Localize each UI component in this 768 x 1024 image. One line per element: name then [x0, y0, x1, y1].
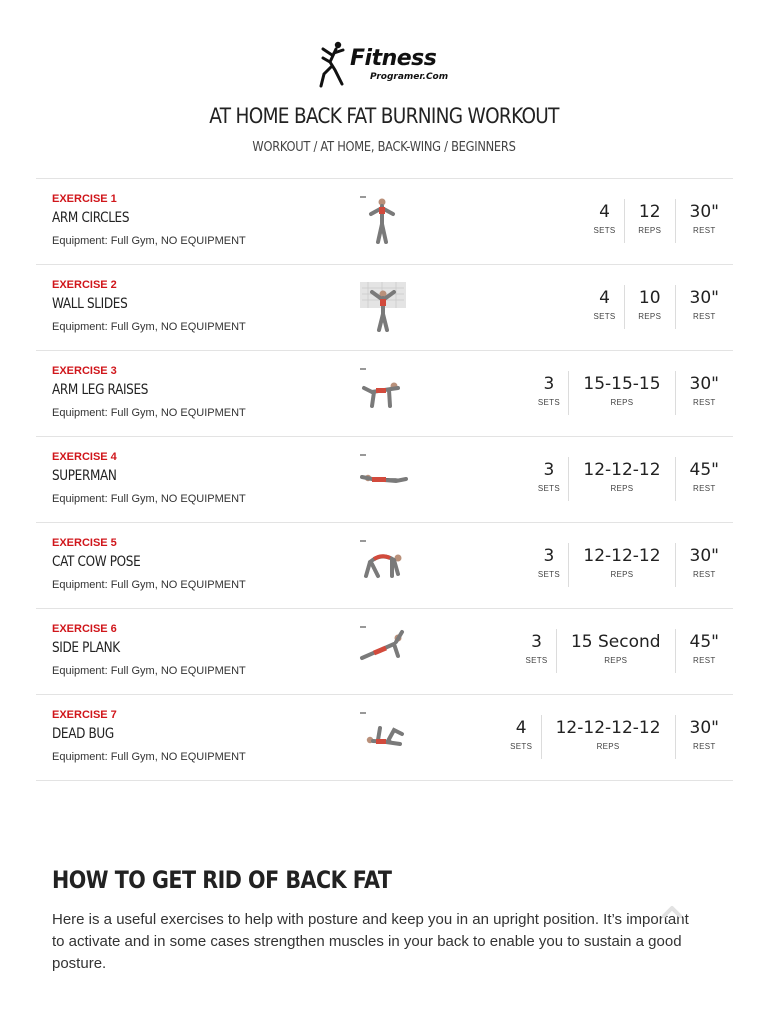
rest-stat — [675, 629, 733, 673]
exercise-stats — [585, 285, 733, 329]
rest-stat — [675, 715, 733, 759]
exercise-stats — [530, 457, 733, 501]
reps-value: 10 — [638, 288, 661, 308]
exercise-name[interactable]: SUPERMAN — [52, 468, 117, 484]
exercise-name[interactable]: DEAD BUG — [52, 726, 114, 742]
sets-label: SETS — [537, 398, 561, 407]
rest-value: 30" — [689, 288, 719, 308]
rest-label: REST — [693, 398, 716, 407]
reps-stat — [556, 629, 675, 673]
rest-value: 30" — [689, 718, 719, 738]
exercise-number: EXERCISE 4 — [52, 451, 117, 463]
rest-label: REST — [693, 570, 716, 579]
sets-label: SETS — [593, 226, 616, 235]
arm-leg-raises-icon[interactable] — [358, 366, 408, 420]
sets-stat — [530, 371, 569, 415]
reps-value: 12 — [638, 202, 661, 222]
reps-value: 15 Second — [570, 632, 661, 652]
exercise-name[interactable]: ARM CIRCLES — [52, 210, 130, 226]
rest-stat — [675, 457, 733, 501]
reps-value: 12-12-12 — [583, 546, 661, 566]
exercise-name[interactable]: WALL SLIDES — [52, 296, 128, 312]
exercise-stats — [585, 199, 733, 243]
exercise-number: EXERCISE 7 — [52, 709, 117, 721]
rest-value: 45" — [689, 632, 719, 652]
reps-stat — [541, 715, 675, 759]
rest-value: 30" — [689, 202, 719, 222]
sets-value: 3 — [543, 546, 555, 566]
rest-stat — [675, 285, 733, 329]
sets-stat — [530, 543, 569, 587]
wall-slides-icon[interactable] — [358, 280, 408, 334]
reps-label: REPS — [610, 398, 634, 407]
reps-label: REPS — [610, 570, 634, 579]
exercise-equipment: Equipment: Full Gym, NO EQUIPMENT — [52, 579, 246, 591]
exercise-list — [36, 178, 733, 781]
exercise-number: EXERCISE 5 — [52, 537, 117, 549]
rest-label: REST — [693, 656, 716, 665]
exercise-equipment: Equipment: Full Gym, NO EQUIPMENT — [52, 407, 246, 419]
reps-label: REPS — [610, 484, 634, 493]
sets-value: 4 — [599, 288, 610, 308]
arm-circles-icon[interactable] — [358, 194, 408, 248]
sets-label: SETS — [525, 656, 548, 665]
exercise-row[interactable] — [36, 437, 733, 523]
reps-value: 12-12-12-12 — [555, 718, 661, 738]
sets-stat — [517, 629, 556, 673]
reps-stat — [624, 285, 675, 329]
rest-label: REST — [693, 226, 716, 235]
reps-stat — [568, 457, 674, 501]
reps-label: REPS — [638, 226, 662, 235]
exercise-number: EXERCISE 2 — [52, 279, 117, 291]
exercise-equipment: Equipment: Full Gym, NO EQUIPMENT — [52, 493, 246, 505]
exercise-equipment: Equipment: Full Gym, NO EQUIPMENT — [52, 751, 246, 763]
rest-label: REST — [693, 312, 716, 321]
reps-value: 15-15-15 — [583, 374, 661, 394]
logo[interactable] — [318, 40, 458, 94]
exercise-row[interactable] — [36, 351, 733, 437]
cat-cow-pose-icon[interactable] — [358, 538, 408, 592]
page-title: AT HOME BACK FAT BURNING WORKOUT — [209, 104, 559, 128]
sets-value: 3 — [531, 632, 542, 652]
exercise-row[interactable] — [36, 265, 733, 351]
breadcrumb[interactable]: WORKOUT / AT HOME, BACK-WING / BEGINNERS — [252, 140, 516, 155]
exercise-equipment: Equipment: Full Gym, NO EQUIPMENT — [52, 665, 246, 677]
reps-label: REPS — [596, 742, 620, 751]
sets-stat — [502, 715, 541, 759]
superman-icon[interactable] — [358, 452, 408, 506]
reps-stat — [568, 371, 674, 415]
exercise-number: EXERCISE 6 — [52, 623, 117, 635]
sets-stat — [585, 285, 624, 329]
exercise-number: EXERCISE 3 — [52, 365, 117, 377]
sets-value: 3 — [543, 374, 555, 394]
sets-value: 3 — [543, 460, 555, 480]
exercise-stats — [530, 371, 733, 415]
section-heading: HOW TO GET RID OF BACK FAT — [52, 866, 392, 894]
reps-stat — [624, 199, 675, 243]
reps-label: REPS — [638, 312, 662, 321]
logo-subtext: Programer.Com — [370, 72, 449, 82]
dead-bug-icon[interactable] — [358, 710, 408, 764]
logo-wordmark: Fitness — [350, 46, 437, 71]
reps-stat — [568, 543, 674, 587]
exercise-stats — [530, 543, 733, 587]
sets-value: 4 — [515, 718, 527, 738]
exercise-equipment: Equipment: Full Gym, NO EQUIPMENT — [52, 321, 246, 333]
sets-label: SETS — [593, 312, 616, 321]
section-paragraph: Here is a useful exercises to help with posture and keep you in an upright position. It’s important to activate and in some cases strengthen muscles in your back to enable you to sustain a good posture. — [52, 911, 689, 972]
exercise-row[interactable] — [36, 609, 733, 695]
reps-value: 12-12-12 — [583, 460, 661, 480]
exercise-stats — [517, 629, 733, 673]
rest-stat — [675, 543, 733, 587]
exercise-name[interactable]: ARM LEG RAISES — [52, 382, 149, 398]
reps-label: REPS — [604, 656, 628, 665]
sets-label: SETS — [537, 570, 561, 579]
rest-label: REST — [693, 484, 716, 493]
rest-value: 45" — [689, 460, 719, 480]
rest-value: 30" — [689, 374, 719, 394]
exercise-number: EXERCISE 1 — [52, 193, 117, 205]
sets-label: SETS — [537, 484, 561, 493]
sets-value: 4 — [599, 202, 610, 222]
exercise-name[interactable]: CAT COW POSE — [52, 554, 141, 570]
exercise-row[interactable] — [36, 523, 733, 609]
rest-stat — [675, 371, 733, 415]
exercise-name[interactable]: SIDE PLANK — [52, 640, 120, 656]
sets-stat — [585, 199, 624, 243]
exercise-row[interactable] — [36, 695, 733, 781]
rest-stat — [675, 199, 733, 243]
sets-label: SETS — [510, 742, 533, 751]
rest-value: 30" — [689, 546, 719, 566]
exercise-stats — [502, 715, 733, 759]
chevron-up-icon[interactable] — [661, 903, 683, 919]
exercise-equipment: Equipment: Full Gym, NO EQUIPMENT — [52, 235, 246, 247]
exercise-row[interactable] — [36, 179, 733, 265]
running-figure-icon — [318, 40, 348, 90]
side-plank-icon[interactable] — [358, 624, 408, 678]
sets-stat — [530, 457, 569, 501]
rest-label: REST — [693, 742, 716, 751]
